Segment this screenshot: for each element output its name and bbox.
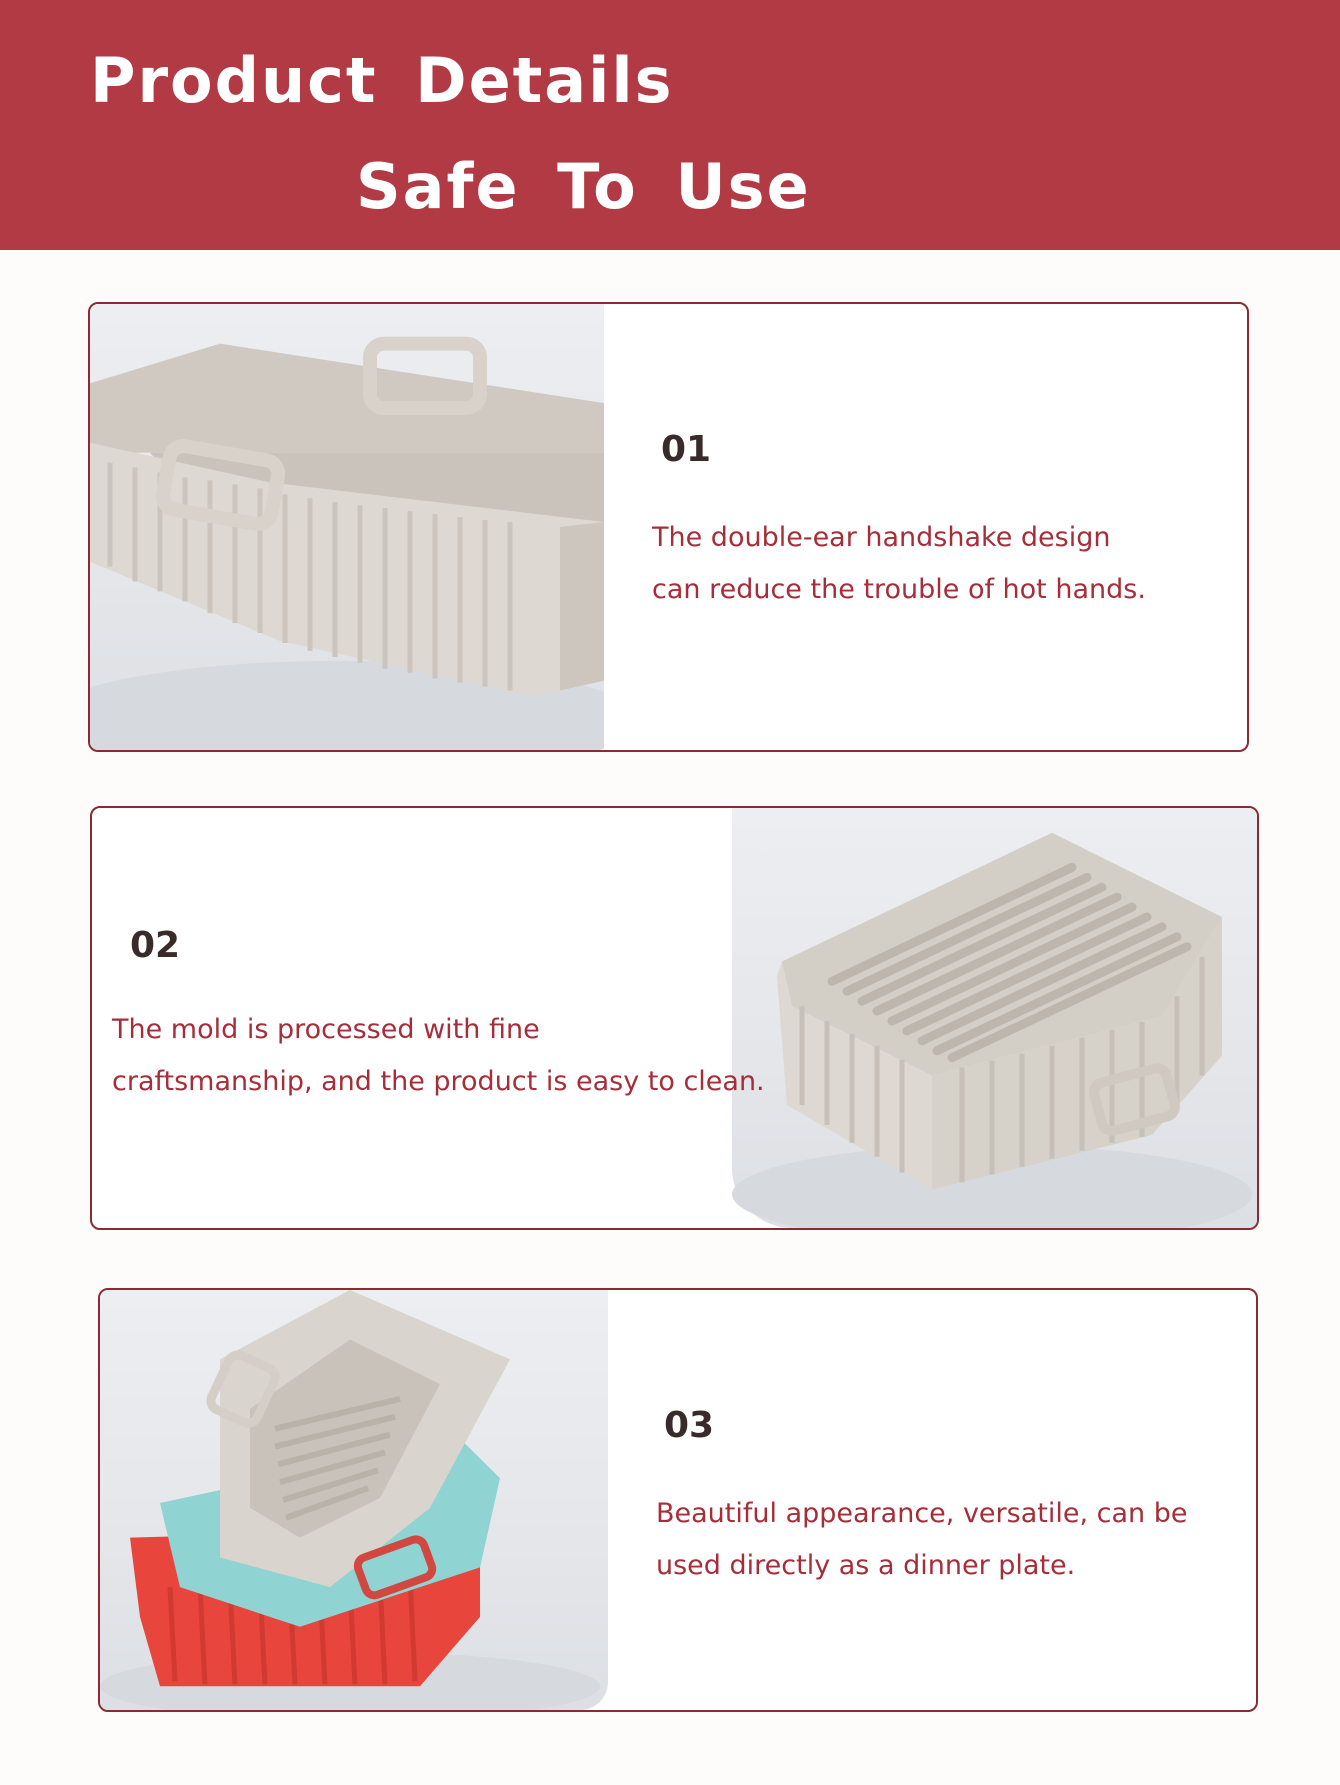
feature-card-3 (98, 1288, 1258, 1712)
header-banner (0, 0, 1340, 250)
feature-1-line-1: The double-ear handshake design (652, 522, 1111, 553)
feature-number-1: 01 (655, 430, 717, 470)
feature-description-3 (656, 1488, 1187, 1592)
feature-description-1 (652, 512, 1146, 616)
feature-card-2 (90, 806, 1259, 1230)
product-photo-basket-bottom (732, 808, 1257, 1228)
feature-3-line-2: used directly as a dinner plate. (656, 1550, 1076, 1581)
feature-card-1 (88, 302, 1249, 752)
feature-2-line-2: craftsmanship, and the product is easy to clean. (112, 1066, 765, 1097)
product-photo-basket-handles (90, 304, 604, 750)
feature-number-2: 02 (124, 926, 186, 966)
page-subtitle: Safe To Use (356, 150, 811, 223)
feature-description-2 (112, 1004, 765, 1108)
feature-1-line-2: can reduce the trouble of hot hands. (652, 574, 1146, 605)
feature-3-line-1: Beautiful appearance, versatile, can be (656, 1498, 1188, 1529)
page-title: Product Details (90, 44, 674, 117)
product-photo-stacked-baskets (100, 1290, 608, 1710)
feature-number-3: 03 (658, 1406, 720, 1446)
feature-2-line-1: The mold is processed with fine (112, 1014, 540, 1045)
